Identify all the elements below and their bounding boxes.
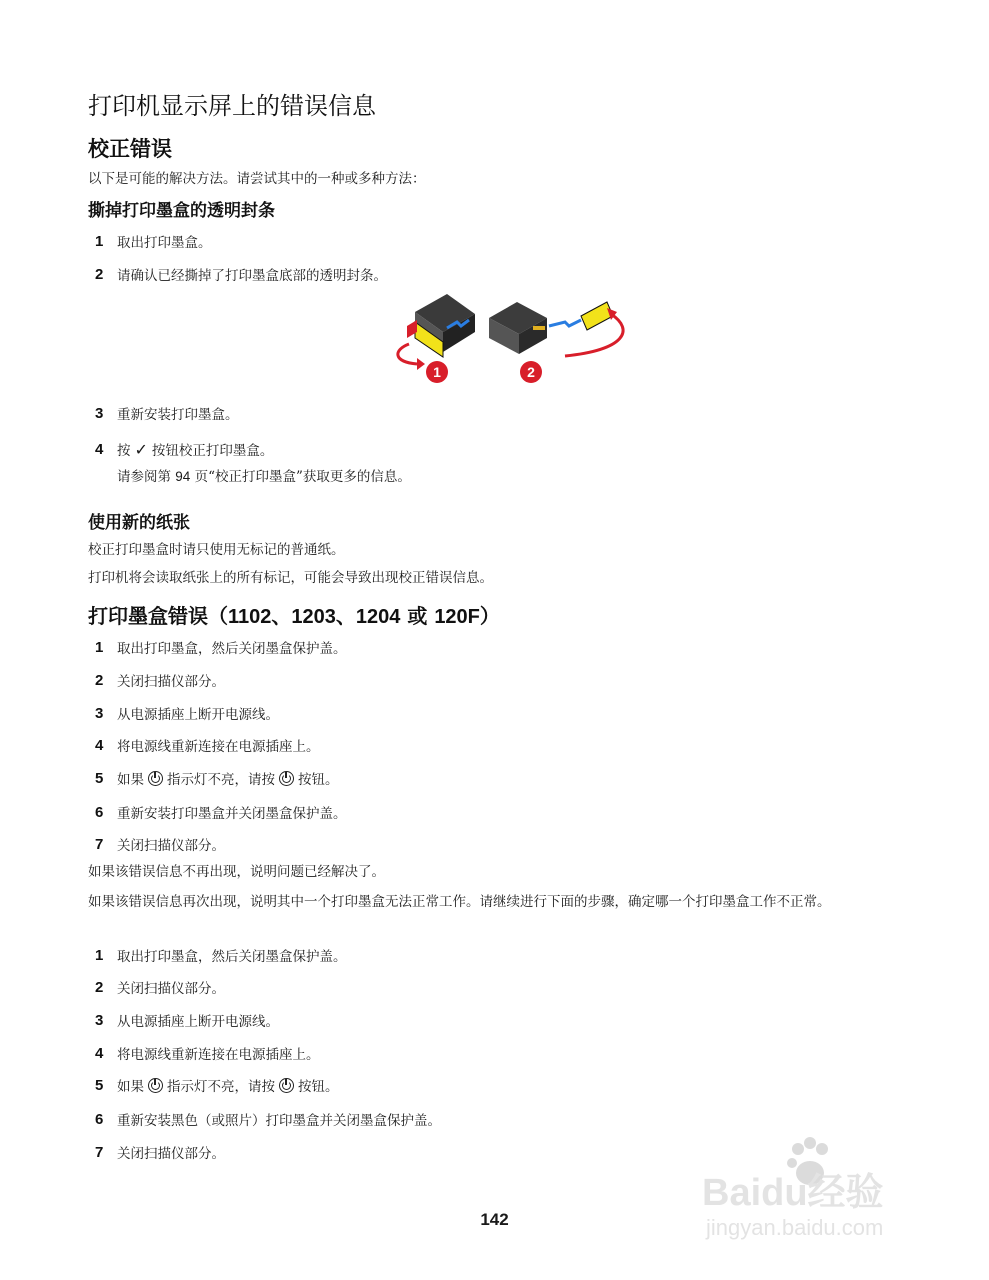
heading-or: 或 [407, 604, 428, 628]
page-title: 打印机显示屏上的错误信息 [88, 92, 376, 120]
step-item [95, 264, 387, 284]
step-text-mid: 指示灯不亮，请按 [167, 1079, 275, 1095]
step-number: 1 [95, 232, 104, 250]
step-text: 关闭扫描仪部分。 [117, 981, 225, 997]
arrow-graphic [398, 344, 417, 364]
step-number: 5 [95, 1076, 104, 1094]
section-heading-alignment-error: 校正错误 [88, 137, 172, 161]
figure-callout-2-label: 2 [527, 364, 535, 380]
step-number: 3 [95, 404, 104, 422]
color-cartridge-image [407, 294, 475, 357]
step-number: 5 [95, 769, 104, 787]
see-also-note [117, 468, 817, 486]
step-text: 重新安装打印墨盒。 [117, 407, 239, 423]
subheading-remove-seal: 撕掉打印墨盒的透明封条 [88, 201, 275, 221]
step-text-pre: 按 [117, 443, 131, 459]
step-item [95, 1043, 320, 1063]
power-icon [279, 1078, 294, 1093]
step-text-pre: 如果 [117, 772, 144, 788]
step-number: 1 [95, 638, 104, 656]
step-item [95, 637, 347, 657]
step-item [95, 1142, 225, 1162]
step-text: 取出打印墨盒，然后关闭墨盒保护盖。 [117, 641, 347, 657]
power-icon [148, 771, 163, 786]
paragraph: 校正打印墨盒时请只使用无标记的普通纸。 [88, 542, 345, 558]
note-post: 页“校正打印墨盒”获取更多的信息。 [194, 469, 411, 485]
step-item [95, 735, 320, 755]
step-text: 关闭扫描仪部分。 [117, 838, 225, 854]
step-item [95, 977, 225, 997]
black-cartridge-image [489, 302, 613, 354]
watermark [700, 1135, 940, 1245]
section-heading-cartridge-error [88, 600, 500, 629]
page-number: 142 [480, 1210, 509, 1229]
paragraph: 打印机将会读取纸张上的所有标记，可能会导致出现校正错误信息。 [88, 570, 493, 586]
step-item [95, 403, 239, 423]
step-number: 4 [95, 736, 104, 754]
step-item [95, 703, 279, 723]
step-text: 关闭扫描仪部分。 [117, 674, 225, 690]
watermark-brand: Baidu经验 [702, 1172, 884, 1214]
step-number: 3 [95, 1011, 104, 1029]
step-text: 从电源插座上断开电源线。 [117, 1014, 279, 1030]
step-text-post: 按钮。 [298, 1079, 339, 1095]
step-item [95, 834, 225, 854]
step-text: 将电源线重新连接在电源插座上。 [117, 739, 320, 755]
step-item [95, 945, 347, 965]
figure-callout-1-label: 1 [433, 364, 441, 380]
step-number: 4 [95, 440, 104, 458]
power-icon [148, 1078, 163, 1093]
watermark-url: jingyan.baidu.com [706, 1215, 884, 1240]
step-text: 从电源插座上断开电源线。 [117, 707, 279, 723]
note-pre: 请参阅第 [117, 469, 171, 485]
heading-code-last: 120F [434, 606, 480, 628]
step-text: 取出打印墨盒，然后关闭墨盒保护盖。 [117, 949, 347, 965]
heading-codes: 1102、1203、1204 [228, 606, 401, 628]
step-item [95, 802, 347, 822]
step-number: 6 [95, 1110, 104, 1128]
step-item [95, 1010, 279, 1030]
step-number: 6 [95, 803, 104, 821]
power-icon [279, 771, 294, 786]
heading-post: ） [479, 604, 500, 628]
step-text-post: 按钮。 [298, 772, 339, 788]
step-text: 重新安装打印墨盒并关闭墨盒保护盖。 [117, 806, 347, 822]
step-number: 7 [95, 835, 104, 853]
step-number: 3 [95, 704, 104, 722]
step-number: 1 [95, 946, 104, 964]
step-text: 将电源线重新连接在电源插座上。 [117, 1047, 320, 1063]
step-item [95, 1109, 441, 1129]
step-number: 4 [95, 1044, 104, 1062]
step-text: 关闭扫描仪部分。 [117, 1146, 225, 1162]
step-item [95, 231, 212, 251]
heading-pre: 打印墨盒错误（ [88, 604, 228, 628]
step-text: 重新安装黑色（或照片）打印墨盒并关闭墨盒保护盖。 [117, 1113, 441, 1129]
step-text: 取出打印墨盒。 [117, 235, 212, 251]
step-text: 请确认已经撕掉了打印墨盒底部的透明封条。 [117, 268, 387, 284]
step-item [95, 768, 339, 788]
step-text-pre: 如果 [117, 1079, 144, 1095]
paragraph: 如果该错误信息不再出现，说明问题已经解决了。 [88, 864, 385, 880]
intro-paragraph: 以下是可能的解决方法。请尝试其中的一种或多种方法： [88, 171, 426, 187]
step-number: 2 [95, 671, 104, 689]
step-text-post: 按钮校正打印墨盒。 [151, 443, 274, 459]
cartridge-seal-illustration [385, 292, 645, 392]
step-text-mid: 指示灯不亮，请按 [167, 772, 275, 788]
step-number: 7 [95, 1143, 104, 1161]
step-item [95, 1075, 339, 1095]
step-item [95, 670, 225, 690]
step-number: 2 [95, 978, 104, 996]
step-number: 2 [95, 265, 104, 283]
paragraph: 如果该错误信息再次出现，说明其中一个打印墨盒无法正常工作。请继续进行下面的步骤，确定哪一个打印墨盒工作不正常。 [88, 894, 831, 910]
step-item [95, 439, 273, 459]
subheading-use-new-paper: 使用新的纸张 [88, 513, 190, 533]
check-icon: ✓ [134, 439, 148, 459]
note-page-ref: 94 [175, 469, 191, 484]
